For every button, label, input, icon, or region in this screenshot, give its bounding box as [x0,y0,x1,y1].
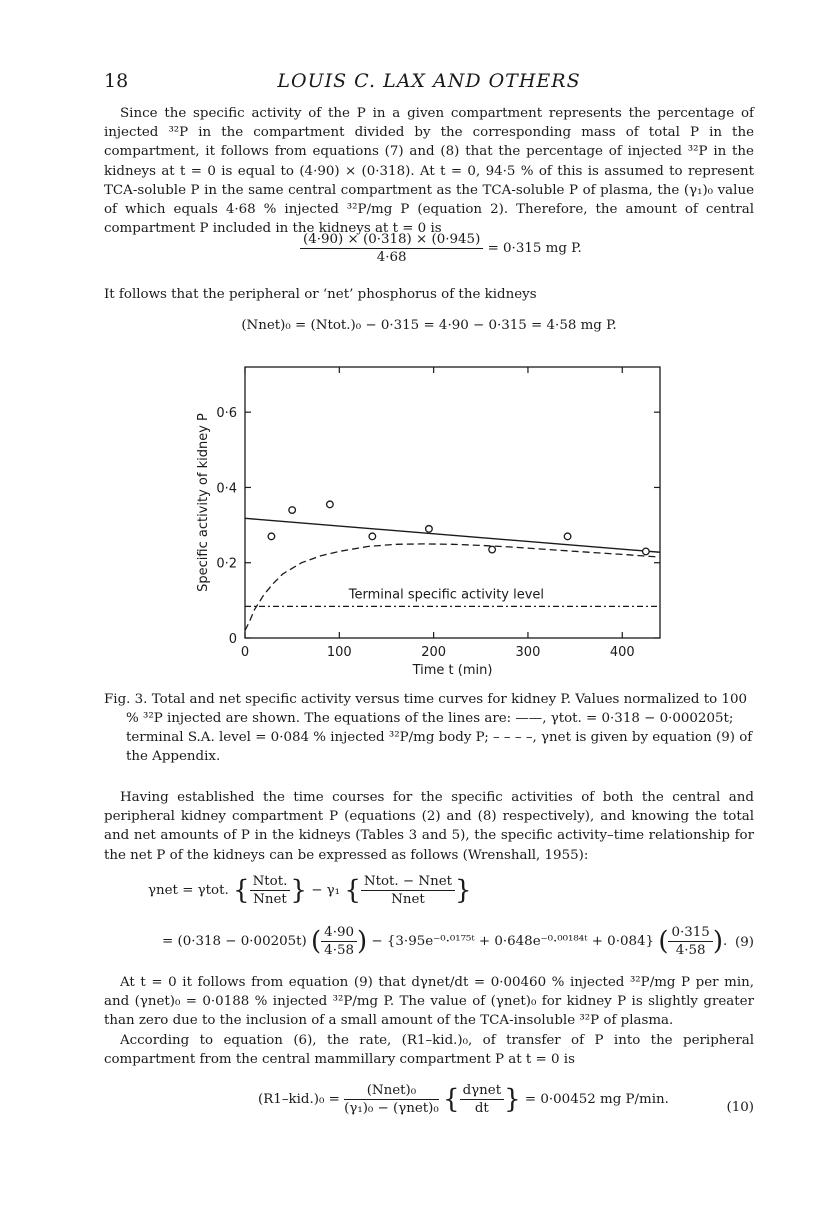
equation-central-p [300,232,582,265]
equation-net-p: (Nnet)₀ = (Ntot.)₀ − 0·315 = 4·90 − 0·315 = 4·58 mg P. [241,318,617,333]
equation-9-line1: γnet = γtot. { $\frac{\text{Ntot.}}{\text{Nnet}}$ } − γ₁ { $\frac{\text{Ntot. − Nnet}}{\text{Nnet}}$ } [148,874,472,907]
figure-label: Fig. 3. [104,692,148,707]
page-header [104,70,754,94]
equation-10: (R1–kid.)₀ = $\frac{\text{(Nnet)₀}}{\text{(γ₁)₀ − (γnet)₀}}$ { $\frac{\text{dγnet}}{dt}$ } = 0·00452 mg P/min. [258,1083,669,1116]
equation-central-numerator: (4·90) × (0·318) × (0·945) [300,232,483,249]
equation-central-result: = 0·315 mg P. [487,241,582,256]
total-specific-activity-line [245,518,660,552]
eq9-f1-num: Ntot. [250,874,291,891]
y-tick-label: 0·2 [216,556,237,572]
data-point [327,501,334,508]
page-number: 18 [104,70,129,92]
data-point [643,548,650,555]
eq9-fraction-3 [321,925,357,958]
x-tick-label: 300 [515,645,541,660]
x-axis-label: Time t (min) [412,663,493,678]
eq9-f2-den: Nnet [391,892,425,907]
paragraph-specific-activity: Since the specific activity of the P in a given compartment represents the percentage of injected ³²P in the compartment divided by the corresponding mass of total P in the compartment, it follows from equations (7) and (8) that the percentage of injected ³²P in the kidneys at t = 0 is equal to (4·90) × (0·318). At t = 0, 94·5 % of this is assumed to represent TCA-soluble P in the same central compartment as the TCA-soluble P of plasma, the (γ₁)₀ value of which equals 4·68 % injected ³²P/mg P (equation 2). Therefore, the amount of central compartment P included in the kidneys at t = 0 is [104,106,754,237]
data-point [369,533,376,540]
paragraph-derivative: At t = 0 it follows from equation (9) that dγnet/dt = 0·00460 % injected ³²P/mg P per min, and (γnet)₀ = 0·0188 % injected ³²P/mg P. The value of (γnet)₀ for kidney P is slightly greater than zero due to the inclusion of a small amount of the TCA-insoluble ³²P of plasma. [104,975,754,1029]
eq10-fraction-1 [344,1083,439,1116]
running-title: LOUIS C. LAX AND OTHERS [277,70,581,92]
x-tick-label: 200 [421,645,447,660]
x-tick-label: 100 [326,645,352,660]
eq10-f2-den: dt [474,1101,489,1116]
eq10-f1-num: (Nnet)₀ [344,1083,439,1100]
data-point [564,533,571,540]
equation-central-denominator: 4·68 [376,250,407,265]
y-tick-label: 0 [228,632,237,647]
data-point [489,546,496,553]
eq10-f1-den: (γ₁)₀ − (γnet)₀ [344,1101,439,1116]
data-point [268,533,275,540]
eq9-f4-num: 0·315 [668,925,712,942]
eq9-f2-num: Ntot. − Nnet [361,874,455,891]
y-tick-label: 0·6 [216,406,237,422]
paragraph-time-courses: Having established the time courses for the specific activities of both the central and peripheral kidney compartment P (equations (2) and (8) respectively), and knowing the total and net amounts of P in the kidneys (Tables 3 and 5), the specific activity–time relationship for the net P of the kidneys can be expressed as follows (Wrenshall, 1955): [104,790,754,863]
data-point [289,507,296,514]
terminal-level-label: Terminal specific activity level [348,587,545,603]
equation-9-number: (9) [735,935,754,950]
y-axis-label: Specific activity of kidney P [196,413,211,592]
eq10-f2-num: dγnet [460,1083,505,1100]
eq9-fraction-1 [250,874,291,907]
eq9-f4-den: 4·58 [675,943,706,958]
eq10-fraction-2 [460,1083,505,1116]
eq10-result: = 0·00452 mg P/min. [524,1092,669,1107]
eq9-fraction-4 [668,925,712,958]
eq9-f3-den: 4·58 [324,943,354,958]
eq9-f1-den: Nnet [253,892,287,907]
kidney-specific-activity-chart [190,355,670,685]
figure-caption-text: Total and net specific activity versus time curves for kidney P. Values normalized to 100 % ³²P injected are shown. The equations of the lines are: ——, γtot. = 0·318 − 0·000205t; terminal S.A. level = 0·084 % injected ³²P/mg body P; – – – –, γnet is given by equation (9) of the Appendix. [126,692,753,764]
eq9-linear-term: = (0·318 − 0·00205t) [162,934,307,949]
eq10-left: (R1–kid.)₀ = [258,1092,340,1107]
eq9-gamma-net: γnet = γtot. [148,883,229,898]
paragraph-transfer-rate: According to equation (6), the rate, (R1–kid.)₀, of transfer of P into the peripheral compartment from the central mammillary compartment P at t = 0 is [104,1033,754,1068]
equation-9-line2: = (0·318 − 0·00205t) ( $\frac{4\cdot 90}{4\cdot 58}$ ) − {3·95e⁻⁰·⁰¹⁷⁵ᵗ + 0·648e⁻⁰·⁰⁰¹⁸⁴ᵗ + 0·084} ( $\frac{0\cdot 315}{4\cdot 58}$ ). [162,925,728,958]
figure-caption [104,690,754,766]
eq9-f3-num: 4·90 [321,925,357,942]
eq9-exponential-term: − {3·95e⁻⁰·⁰¹⁷⁵ᵗ + 0·648e⁻⁰·⁰⁰¹⁸⁴ᵗ + 0·084} [371,934,655,949]
data-point [426,526,433,533]
eq9-fraction-2 [361,874,455,907]
x-tick-label: 400 [609,645,635,660]
eq9-minus-gamma1: − γ₁ [311,883,341,898]
equation-10-number: (10) [726,1100,754,1115]
y-tick-label: 0·4 [216,481,237,497]
x-tick-label: 0 [240,645,250,660]
paragraph-net-phosphorus: It follows that the peripheral or ‘net’ phosphorus of the kidneys [104,287,537,302]
equation-central-fraction [300,232,483,265]
